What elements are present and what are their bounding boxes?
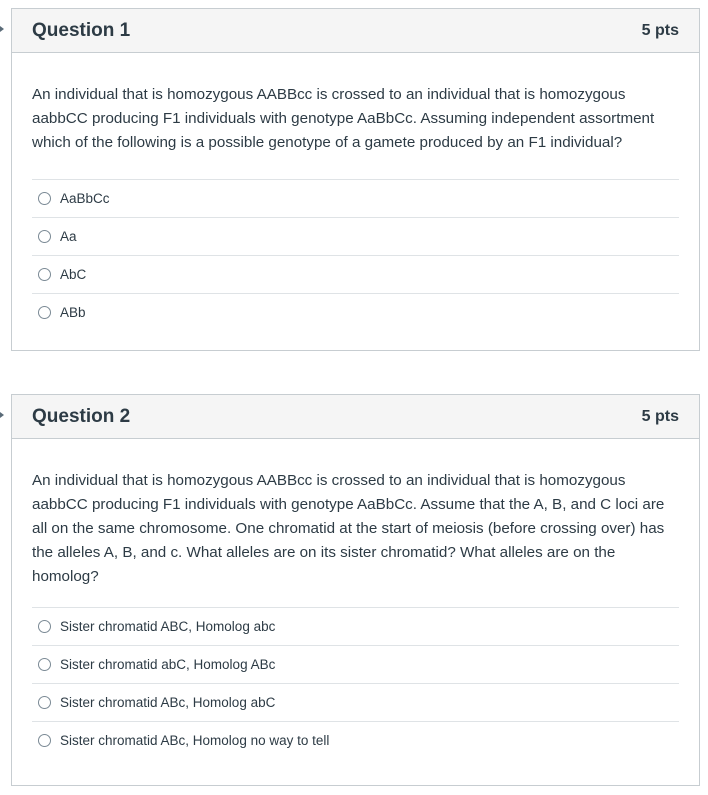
answer-option[interactable] xyxy=(32,255,679,293)
answer-option[interactable] xyxy=(32,293,679,331)
question-title: Question 2 xyxy=(32,405,131,427)
answer-label: AbC xyxy=(60,267,87,282)
answer-label: Sister chromatid ABc, Homolog abC xyxy=(60,695,276,710)
question-body xyxy=(12,439,699,759)
answer-label: Sister chromatid ABC, Homolog abc xyxy=(60,619,276,634)
question-2-marker-icon xyxy=(0,412,4,418)
question-body xyxy=(12,53,699,331)
answer-list xyxy=(32,607,679,759)
answer-label: AaBbCc xyxy=(60,191,110,206)
radio-button[interactable] xyxy=(38,734,51,747)
question-text: An individual that is homozygous AABBcc is crossed to an individual that is homozygous aabbCC producing F1 individuals with genotype AaBbCc. Assume that the A, B, and C loci are all on the same chromosome. One chromatid at the start of meiosis (before crossing over) has the alleles A, B, and c. What alleles are on its sister chromatid? What alleles are on the homolog? xyxy=(32,472,665,585)
question-header xyxy=(12,9,699,53)
answer-label: Aa xyxy=(60,229,77,244)
answer-list xyxy=(32,179,679,331)
answer-label: ABb xyxy=(60,305,86,320)
question-header xyxy=(12,395,699,439)
radio-button[interactable] xyxy=(38,306,51,319)
radio-button[interactable] xyxy=(38,620,51,633)
question-title: Question 1 xyxy=(32,19,131,41)
answer-label: Sister chromatid abC, Homolog ABc xyxy=(60,657,276,672)
radio-button[interactable] xyxy=(38,268,51,281)
radio-button[interactable] xyxy=(38,230,51,243)
radio-button[interactable] xyxy=(38,658,51,671)
question-points: 5 pts xyxy=(641,21,679,39)
answer-option[interactable] xyxy=(32,179,679,217)
question-1 xyxy=(11,8,700,351)
answer-label: Sister chromatid ABc, Homolog no way to tell xyxy=(60,733,330,748)
question-1-marker-icon xyxy=(0,26,4,32)
answer-option[interactable] xyxy=(32,607,679,645)
question-2 xyxy=(11,394,700,786)
question-text: An individual that is homozygous AABBcc is crossed to an individual that is homozygous aabbCC producing F1 individuals with genotype AaBbCc. Assuming independent assortment which of the following is a possible genotype of a gamete produced by an F1 individual? xyxy=(32,86,655,151)
radio-button[interactable] xyxy=(38,696,51,709)
question-points: 5 pts xyxy=(641,407,679,425)
answer-option[interactable] xyxy=(32,721,679,759)
answer-option[interactable] xyxy=(32,683,679,721)
answer-option[interactable] xyxy=(32,217,679,255)
radio-button[interactable] xyxy=(38,192,51,205)
answer-option[interactable] xyxy=(32,645,679,683)
